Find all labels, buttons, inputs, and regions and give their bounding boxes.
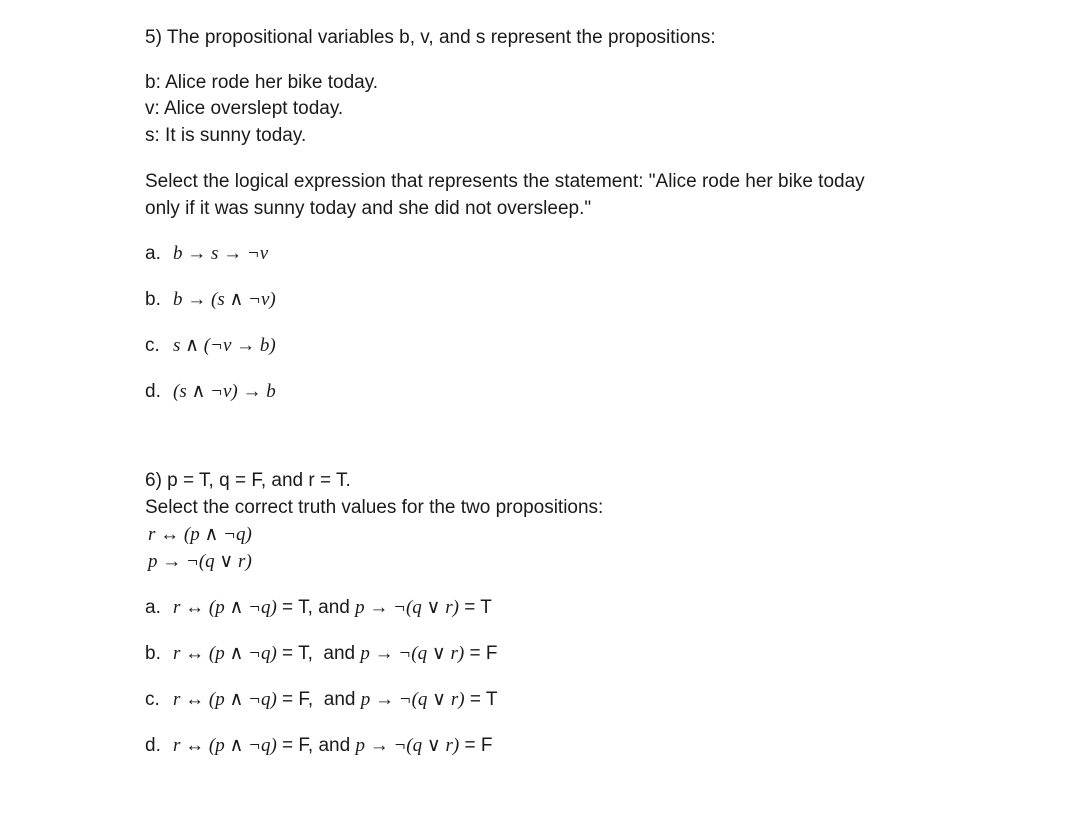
- q5-definition-b: b: Alice rode her bike today.: [145, 72, 379, 93]
- option-value-2: = T: [464, 689, 498, 710]
- q6-option-d[interactable]: [145, 734, 493, 758]
- q5-option-b[interactable]: [145, 288, 276, 312]
- option-expression-2: p → ¬(q ∨ r): [355, 735, 460, 756]
- q5-definition-v: v: Alice overslept today.: [145, 98, 344, 119]
- q6-prompt: Select the correct truth values for the two propositions:: [145, 497, 604, 518]
- option-expression-1: r ↔ (p ∧ ¬q): [173, 643, 277, 664]
- q5-prompt-line1: Select the logical expression that represents the statement: "Alice rode her bike today: [145, 171, 865, 192]
- option-expression: s ∧ (¬v → b): [173, 335, 276, 356]
- option-value-1: = F, and: [276, 689, 361, 710]
- option-value-1: = F, and: [276, 735, 356, 756]
- q6-proposition-2: p → ¬(q ∨ r): [148, 551, 252, 572]
- option-expression-1: r ↔ (p ∧ ¬q): [173, 597, 277, 618]
- q5-header: 5) The propositional variables b, v, and s represent the propositions:: [145, 27, 716, 48]
- q6-header: 6) p = T, q = F, and r = T.: [145, 470, 351, 491]
- option-value-2: = F: [464, 643, 498, 664]
- option-value-2: = F: [459, 735, 493, 756]
- option-value-1: = T, and: [276, 597, 356, 618]
- option-label: c.: [145, 335, 160, 356]
- option-expression: (s ∧ ¬v) → b: [173, 381, 276, 402]
- option-label: a.: [145, 597, 161, 618]
- q6-option-b[interactable]: [145, 642, 497, 666]
- option-label: d.: [145, 381, 161, 402]
- option-label: a.: [145, 243, 161, 264]
- option-label: c.: [145, 689, 160, 710]
- q5-option-d[interactable]: [145, 380, 276, 404]
- option-label: d.: [145, 735, 161, 756]
- option-expression-1: r ↔ (p ∧ ¬q): [173, 689, 277, 710]
- q5-prompt-line2: only if it was sunny today and she did not oversleep.": [145, 198, 592, 219]
- q5-definition-s: s: It is sunny today.: [145, 125, 307, 146]
- option-expression-2: p → ¬(q ∨ r): [355, 597, 459, 618]
- q6-proposition-1: r ↔ (p ∧ ¬q): [148, 524, 252, 545]
- q5-option-c[interactable]: [145, 334, 276, 358]
- option-label: b.: [145, 643, 161, 664]
- option-expression-1: r ↔ (p ∧ ¬q): [173, 735, 277, 756]
- option-expression-2: p → ¬(q ∨ r): [360, 689, 465, 710]
- option-expression: b → (s ∧ ¬v): [173, 289, 276, 310]
- option-value-2: = T: [458, 597, 492, 618]
- option-value-1: = T, and: [276, 643, 361, 664]
- q5-option-a[interactable]: [145, 242, 268, 266]
- option-label: b.: [145, 289, 161, 310]
- q6-option-c[interactable]: [145, 688, 497, 712]
- q6-option-a[interactable]: [145, 596, 492, 620]
- option-expression: b → s → ¬v: [173, 243, 269, 264]
- option-expression-2: p → ¬(q ∨ r): [360, 643, 465, 664]
